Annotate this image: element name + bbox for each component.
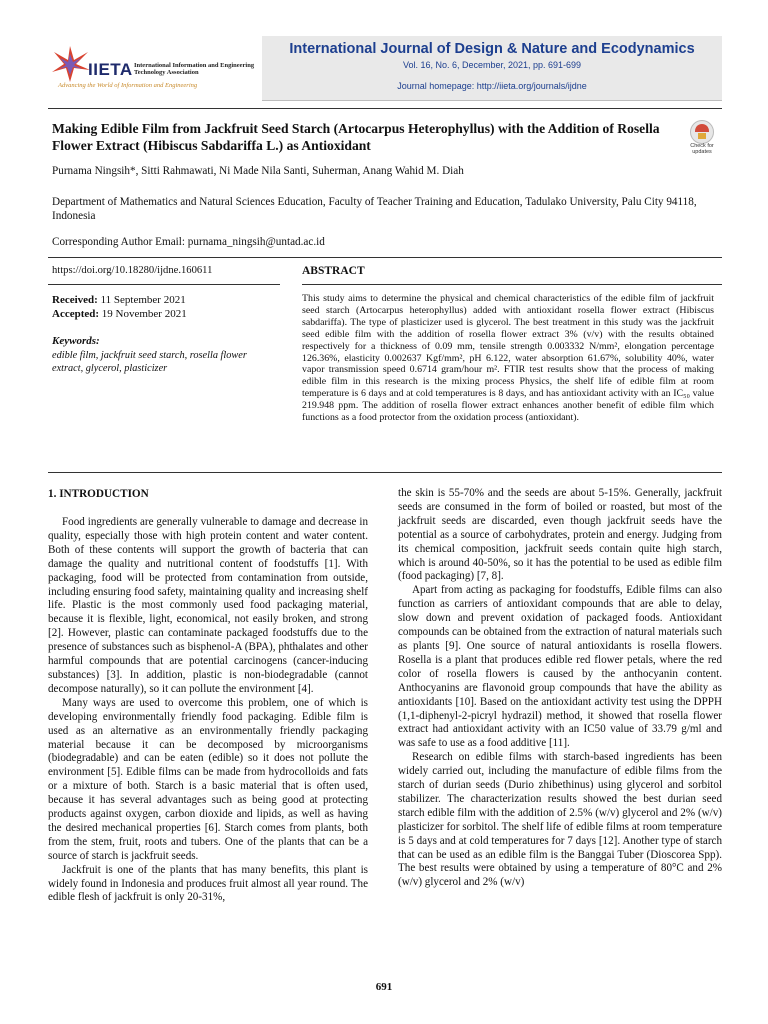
author-list: Purnama Ningsih*, Sitti Rahmawati, Ni Made Nila Santi, Suherman, Anang Wahid M. Diah	[52, 165, 464, 177]
crossmark-label: Check for updates	[690, 143, 714, 155]
received-date: 11 September 2021	[100, 294, 186, 306]
body-divider	[48, 472, 722, 473]
article-title: Making Edible Film from Jackfruit Seed Starch (Artocarpus Heterophyllus) with the Addition of Rosella Flower Extract (Hibiscus Sabdariffa L.) as Antioxidant	[52, 121, 660, 153]
affiliation: Department of Mathematics and Natural Sciences Education, Faculty of Teacher Training and Education, Tadulako University, Palu City 94118, Indonesia	[52, 196, 697, 222]
logo-full-name: International Information and Engineering Technology Association	[134, 62, 255, 76]
accepted-label: Accepted:	[52, 308, 100, 320]
right-column	[398, 487, 722, 890]
accepted-date: 19 November 2021	[101, 308, 187, 320]
journal-homepage-link[interactable]: Journal homepage: http://iieta.org/journals/ijdne	[397, 81, 587, 91]
paragraph: Research on edible films with starch-based ingredients has been widely carried out, including the manufacture of edible films from the starch of durian seeds (Durio zhibethinus) using glycerol and sorbitol stabilizer. The characterization results showed the best durian seed starch edible film with the addition of 2.5% (w/v) glycerol and 2% (w/v) plasticizer for sorbitol. The shelf life of edible films at room temperature is 5 days and at cold temperatures for 7 days [12]. Another type of starch that can be used as an edible film is the Banggai Tuber (Dioscorea Spp). The best results were obtained by using a temperature of 80°C and 2% (w/v) glycerol and 2% (w/v)	[398, 751, 722, 889]
logo-name: IIETA	[88, 60, 133, 79]
crossmark-icon	[690, 120, 714, 144]
abstract-heading: ABSTRACT	[302, 265, 365, 277]
keywords-label: Keywords:	[52, 335, 100, 347]
left-column	[48, 516, 368, 905]
doi-divider	[48, 284, 280, 285]
header-divider	[48, 108, 722, 109]
paragraph: Apart from acting as packaging for foodstuffs, Edible films can also function as carriers of antioxidant compounds that are able to delay, slow down and prevent oxidation of packaged foods. Antioxidant compounds can be obtained from the extraction of natural materials such as plants [9]. One source of natural antioxidants is rosella flowers. Rosella is a plant that produces edible red flower petals, where the red color of rosella flowers is caused by the anthocyanin content. Anthocyanins are flavonoid group compounds that have the ability as antioxidants [10]. Based on the antioxidant activity test using the DPPH (1,1-diphenyl-2-picryl hydrazil) method, it showed that rosella flower extract had antioxidant activity with an IC50 value of 33.79 g/ml and was safe to use as a food additive [11].	[398, 584, 722, 750]
abstract-divider	[302, 284, 722, 285]
section-heading: 1. INTRODUCTION	[48, 488, 149, 500]
paragraph: Many ways are used to overcome this problem, one of which is developing environmentally friendly food packaging. Edible film is used as an alternative as an environmentally friendly packaging material because it can be decomposed by microorganisms (biodegradable) and can be eaten (edible) so it does not pollute the environment [5]. Edible films can be made from hydrocolloids and fats or a mixture of both. Starch is a basic material that is often used, because it has several advantages such as being good at protecting products against oxygen, carbon dioxide and lipids, as well as having the desired mechanical properties [6]. Starch comes from plants, both from the stem, fruit, roots and tubers. One of the plants that can be a source of starch is jackfruit seeds.	[48, 696, 368, 862]
logo-tagline: Advancing the World of Information and Engineering	[58, 82, 198, 89]
paragraph: Jackfruit is one of the plants that has many benefits, this plant is widely found in Indonesia and produces fruit almost all year round. The edible flesh of jackfruit is only 20-31%,	[48, 863, 368, 904]
starburst-logo-icon	[48, 42, 92, 86]
article-dates	[52, 293, 187, 321]
check-for-updates-button[interactable]	[682, 120, 722, 156]
publisher-logo	[48, 42, 255, 92]
abstract-text: This study aims to determine the physical and chemical characteristics of the edible film of jackfruit seed starch (Artocarpus heterophyllus) added with antioxidant rosella flower extract (Hibiscus sabdariffa). The type of plasticizer used is glycerol. The best treatment in this study was the jackfruit seed edible film with the addition of rosella flower extract 3% (v/v) with the results obtained respectively for a thickness of 0.09 mm, tensile strength 0.003332 N/mm², elongation percentage 126.36%, elasticity 0.002637 Kgf/mm², pH 6.122, water absorption 61.67%, solubility 40%, water vapor transmission speed 0.6714 gram/hour m². FTIR test results show that the process of making edible film in this research is the mixing process Physics, the shelf life of edible film at room temperature is 6 days and at cold temperatures is 8 days, and has antioxidant activity with an IC₅₀ value 219.948 ppm. The addition of rosella flower extract enhances another benefit of edible film which functions as a food protector from the oxidation process (antioxidant).	[302, 293, 714, 424]
paragraph: the skin is 55-70% and the seeds are about 5-15%. Generally, jackfruit seeds are consumed in the form of boiled or roasted, but most of the jackfruit seeds are discarded, even though jackfruit seeds have the potential as a source of carbohydrates, protein and energy. Judging from its chemical composition, jackfruit seeds contain quite high starch, which is around 40-50%, so it has the potential to be used as edible film (food packaging) [7, 8].	[398, 487, 722, 583]
corresponding-author: Corresponding Author Email: purnama_ningsih@untad.ac.id	[52, 236, 325, 248]
meta-divider	[48, 257, 722, 258]
paragraph: Food ingredients are generally vulnerable to damage and decrease in quality, especially those with high protein content and water content. Both of these contents will support the growth of bacteria that can damage the quality and nutritional content of foodstuffs [1]. With packaging, food will be protected from contamination from outside, including ensuring food safety, maintaining quality and increasing shelf life. Plastic is the most commonly used food packaging material, because it is flexible, light, economical, not easily broken, and strong [2]. However, plastic can contaminate packaged foodstuffs due to the presence of substances such as bisphenol-A (BPA), phthalates and other harmful compounds that are potential carcinogens (cancer-inducing substances) [3]. In addition, plastic is non-biodegradable (cannot decompose naturally), so it can pollute the environment [4].	[48, 516, 368, 695]
keywords: edible film, jackfruit seed starch, rosella flower extract, glycerol, plasticizer	[52, 350, 247, 374]
doi-link[interactable]: https://doi.org/10.18280/ijdne.160611	[52, 265, 213, 276]
journal-header	[262, 36, 722, 101]
journal-volume: Vol. 16, No. 6, December, 2021, pp. 691-699	[402, 60, 582, 70]
journal-title: International Journal of Design & Nature and Ecodynamics	[289, 41, 695, 57]
received-label: Received:	[52, 294, 98, 306]
page-number: 691	[375, 981, 393, 993]
